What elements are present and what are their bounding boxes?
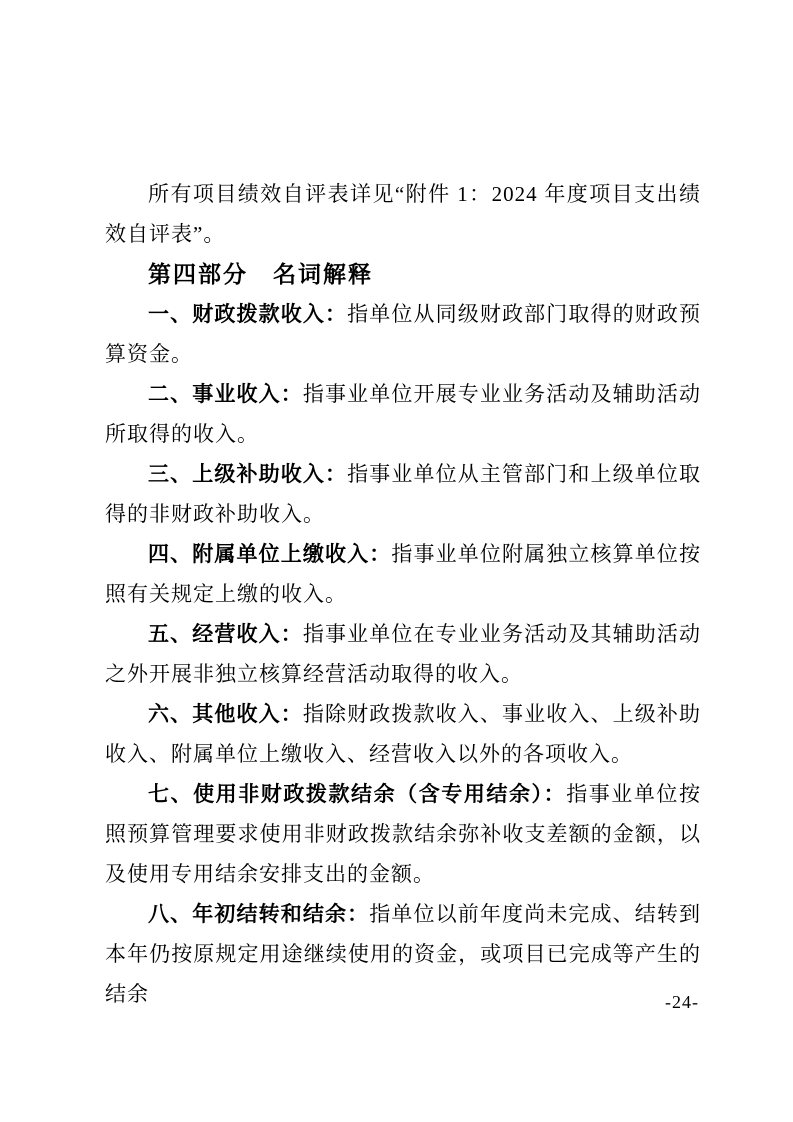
page-content — [105, 174, 701, 1014]
term-paragraph-1 — [105, 294, 701, 374]
term-lead-4: 四、附属单位上缴收入： — [148, 542, 392, 566]
term-lead-2: 二、事业收入： — [148, 382, 303, 406]
term-paragraph-5 — [105, 614, 701, 694]
term-paragraph-4 — [105, 534, 701, 614]
section-heading: 第四部分 名词解释 — [148, 261, 373, 287]
term-text-8: 指单位以前年度尚未完成、结转到本年仍按原规定用途继续使用的资金，或项目已完成等产生的结余 — [105, 902, 701, 1006]
term-text-3: 指事业单位从主管部门和上级单位取得的非财政补助收入。 — [105, 462, 701, 526]
term-lead-7: 七、使用非财政拨款结余（含专用结余）： — [148, 782, 567, 806]
intro-text: 所有项目绩效自评表详见“附件 1：2024 年度项目支出绩效自评表”。 — [105, 182, 701, 246]
term-text-2: 指事业单位开展专业业务活动及辅助活动所取得的收入。 — [105, 382, 701, 446]
term-lead-1: 一、财政拨款收入： — [148, 302, 348, 326]
term-text-5: 指事业单位在专业业务活动及其辅助活动之外开展非独立核算经营活动取得的收入。 — [105, 622, 701, 686]
term-lead-3: 三、上级补助收入： — [148, 462, 348, 486]
term-paragraph-7 — [105, 774, 701, 894]
term-lead-8: 八、年初结转和结余： — [148, 902, 370, 926]
page-number: -24- — [665, 992, 699, 1012]
term-paragraph-6 — [105, 694, 701, 774]
term-paragraph-2 — [105, 374, 701, 454]
term-text-6: 指除财政拨款收入、事业收入、上级补助收入、附属单位上缴收入、经营收入以外的各项收入。 — [105, 702, 701, 766]
intro-paragraph — [105, 174, 701, 254]
term-text-7: 指事业单位按照预算管理要求使用非财政拨款结余弥补收支差额的金额，以及使用专用结余安排支出的金额。 — [105, 782, 701, 886]
term-lead-6: 六、其他收入： — [148, 702, 303, 726]
term-lead-5: 五、经营收入： — [148, 622, 303, 646]
term-paragraph-8 — [105, 894, 701, 1014]
term-text-1: 指单位从同级财政部门取得的财政预算资金。 — [105, 302, 701, 366]
term-paragraph-3 — [105, 454, 701, 534]
term-text-4: 指事业单位附属独立核算单位按照有关规定上缴的收入。 — [105, 542, 701, 606]
